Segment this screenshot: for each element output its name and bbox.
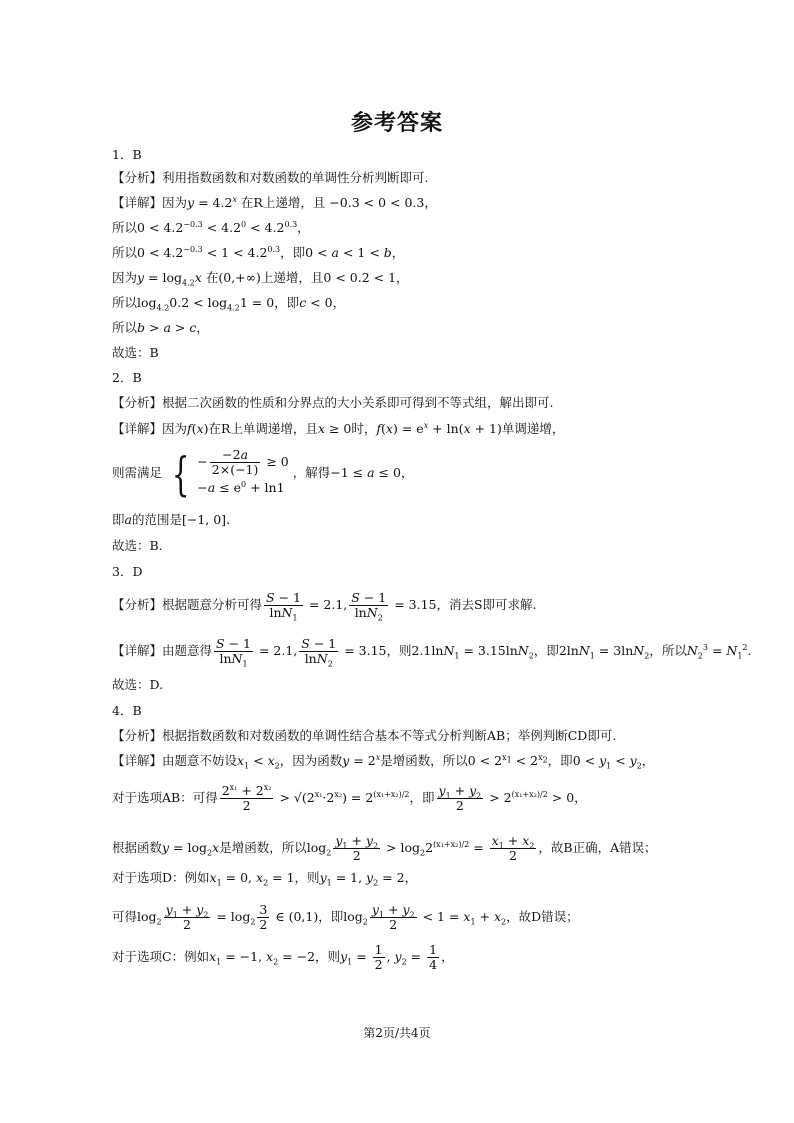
q2-analysis: 【分析】根据二次函数的性质和分界点的大小关系即可得到不等式组，解出即可. [112,395,554,410]
q1-detail-line3: 所以$0 < 4.2^{-0.3} < 1 < 4.2^{0.3}$，即0 < a < 1 < b， [112,244,405,260]
q1-answer: 故选：B [112,345,159,360]
page-footer: 第2页/共4页 [363,1026,431,1040]
q4-detail-line3: 根据函数$y = \log_2x$是增函数，所以$\log_2$ $\frac{y_1 + y_2}{2}$ > $\log_22^{(x_1+x_2)/2}$ = $\frac{x_1 + x_2}{2}$ ，故B正确，A错误； [112,833,657,863]
q3-analysis: 【分析】根据题意分析可得 $\frac{S - 1}{\ln N_1}$ = 2.1, $\frac{S - 1}{\ln N_2}$ = 3.15，消去S即可求解. [112,590,537,623]
q4-detail-line1: 【详解】由题意不妨设$x_1 < x_2$，因为函数$y = 2^x$是增函数，所以$0 < 2^{x_1} < 2^{x_2}$，即$0 < y_1 < y_2$， [112,752,655,771]
q4-detail-line4: 对于选项D：例如$x_1 = 0$, $x_2 = 1$，则$y_1 = 1$, $y_2 = 2$， [112,870,418,888]
q1-detail-line4: 因为$y = \log_{4.2}x$ 在(0,+∞)上递增，且0 < 0.2 < 1， [112,270,409,288]
q3-answer: 故选：D. [112,677,164,692]
q2-system: 则需满足 { − $\frac{-2a}{2\times(-1)}$ ≥ 0 $-a \le e^0 + \ln 1$ ，解得−1 ≤ a ≤ 0， [112,446,414,501]
page-title: 参考答案 [350,111,443,136]
q4-detail-line2: 对于选项AB：可得 $\frac{2^{x_1} + 2^{x_2}}{2}$ > $√(2^{x_1}\cdot 2^{x_2}) = 2^{(x_1+x_2)/2}$，即 $\frac{y_1 + y_2}{2}$ > $2^{(x_1+x_2)/2} > 0$， [112,782,587,813]
q1-detail-line1: 【详解】因为$y = 4.2^x$ 在R上递增，且 −0.3 < 0 < 0.3， [112,194,437,210]
q3-number: 3．D [112,564,143,579]
q4-detail-line5: 可得$\log_2$ $\frac{y_1 + y_2}{2}$ = $\log_2$ $\frac{3}{2}$ ∈ (0,1)，即$\log_2$ $\frac{y_1 + y_2}{2}$ < $1 = x_1 + x_2$，故D错误； [112,902,579,932]
q1-detail-line2: 所以$0 < 4.2^{-0.3} < 4.2^0 < 4.2^{0.3}$， [112,219,310,235]
q1-detail-line6: 所以b > a > c， [112,320,209,335]
q2-range: 即a的范围是[−1, 0]. [112,512,231,527]
q2-detail-line1: 【详解】因为f(x)在R上单调递增，且x ≥ 0时，$f(x) = e^x + \ln(x + 1)$单调递增， [112,420,565,436]
q1-detail-line5: 所以$\log_{4.2}0.2 < \log_{4.2}1 = 0$，即c < 0， [112,295,346,313]
q2-answer: 故选：B. [112,538,163,553]
q4-detail-line6: 对于选项C：例如$x_1 = -1$, $x_2 = -2$，则$y_1$ = $\frac{1}{2}$ , $y_2$ = $\frac{1}{4}$ ， [112,942,454,972]
q1-number: 1．B [112,147,142,162]
q4-analysis: 【分析】根据指数函数和对数函数的单调性结合基本不等式分析判断AB；举例判断CD即可. [112,728,617,743]
q1-analysis: 【分析】利用指数函数和对数函数的单调性分析判断即可. [112,170,429,185]
q3-detail: 【详解】由题意得 $\frac{S - 1}{\ln N_1}$ = 2.1, $\frac{S - 1}{\ln N_2}$ = 3.15，则2.1lnN$_1$ = 3.15lnN$_2$，即2lnN$_1$ = 3lnN$_2$，所以$N_2^3 = N_1^2$. [112,636,752,669]
q4-number: 4．B [112,703,142,718]
q2-number: 2．B [112,370,142,385]
